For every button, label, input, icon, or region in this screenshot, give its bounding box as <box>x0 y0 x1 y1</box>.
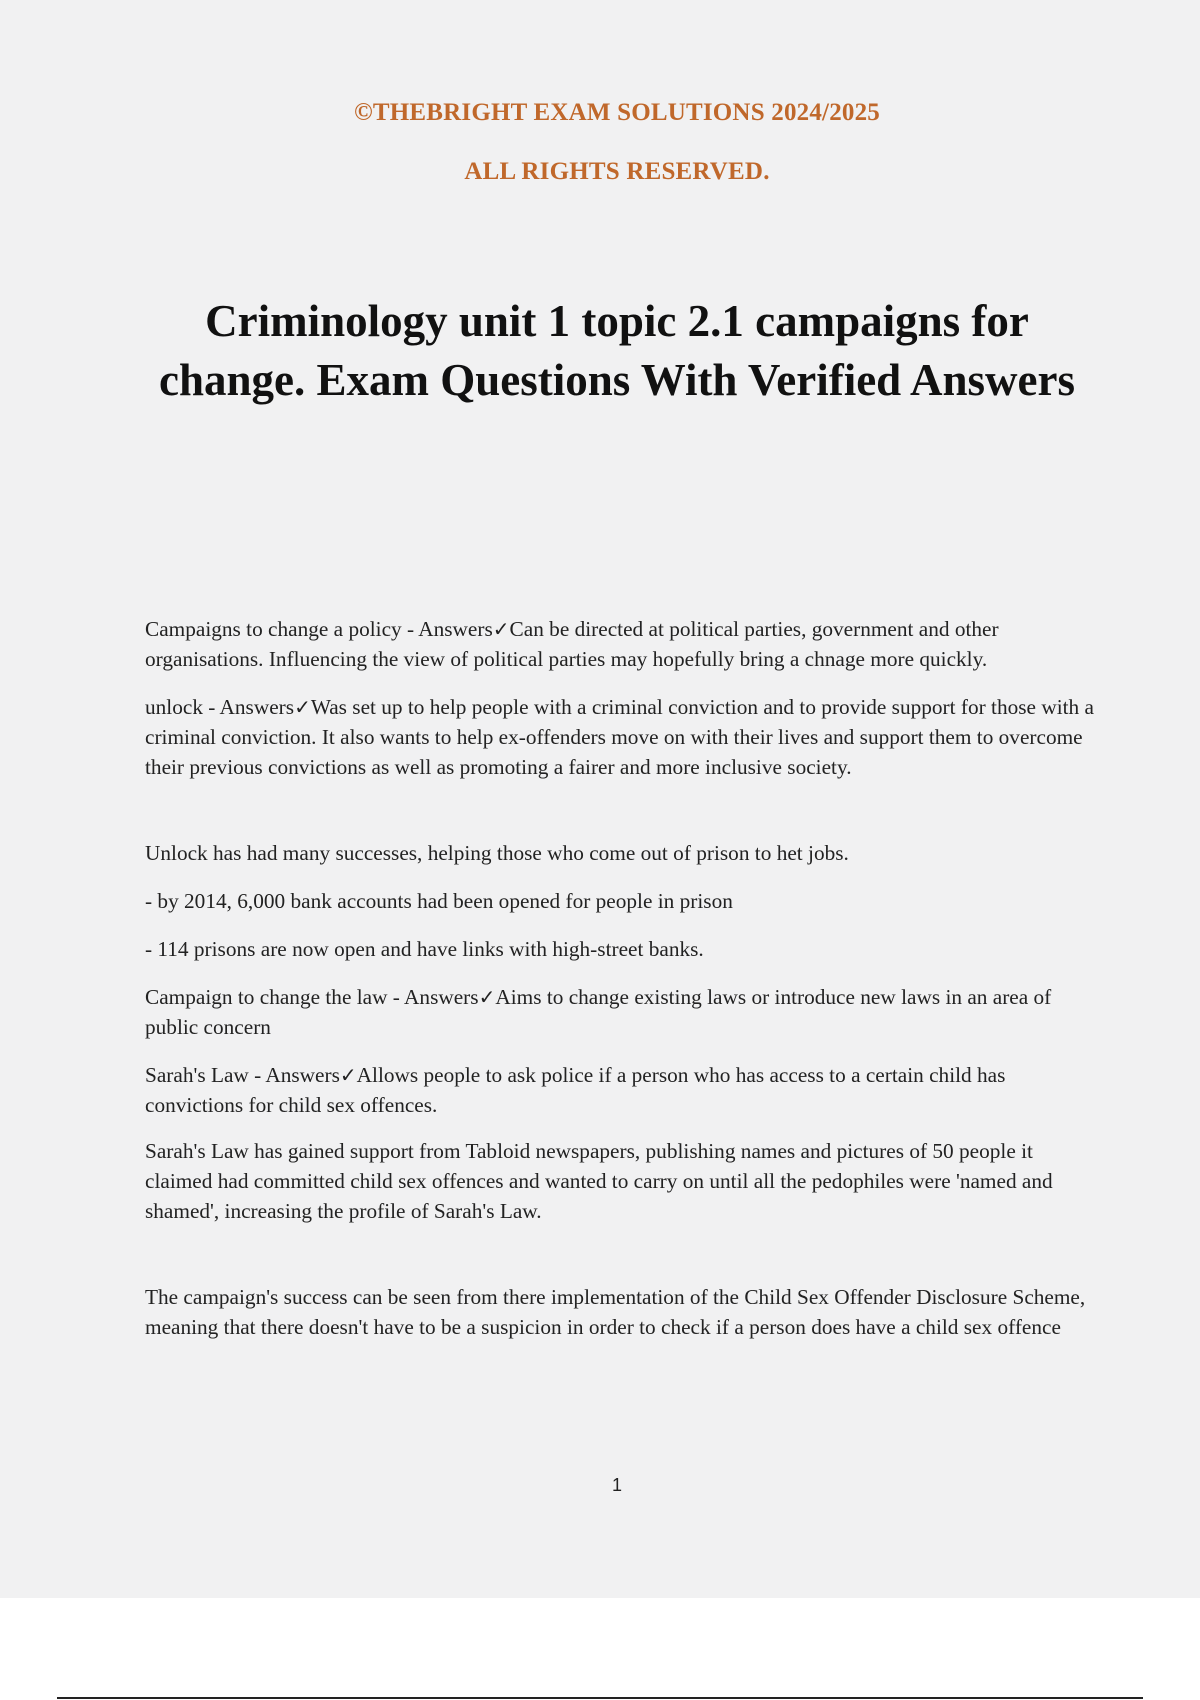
page-number: 1 <box>611 1475 622 1495</box>
bullet-paragraph: - by 2014, 6,000 bank accounts had been opened for people in prison <box>145 889 733 913</box>
qa-paragraph <box>145 692 1095 782</box>
qa-paragraph <box>145 1060 1095 1120</box>
next-page-divider <box>57 1697 1143 1699</box>
document-title: Criminology unit 1 topic 2.1 campaigns for change. Exam Questions With Verified Answers <box>159 296 1075 405</box>
answer-text: Was set up to help people with a criminal conviction and to provide support for those with a criminal conviction. It also wants to help ex-offenders move on with their lives and support them to overcome their previous convictions as well as promoting a fairer and more inclusive society. <box>145 695 1094 779</box>
question-term: unlock - Answers <box>145 695 295 719</box>
qa-paragraph <box>145 982 1095 1042</box>
checkmark-icon: ✓ <box>339 1063 357 1087</box>
checkmark-icon: ✓ <box>492 617 510 641</box>
answer-text: Can be directed at political parties, government and other organisations. Influencing the view of political parties may hopefully bring a chnage more quickly. <box>145 617 999 671</box>
answer-text: Aims to change existing laws or introduce new laws in an area of public concern <box>145 985 1052 1039</box>
checkmark-icon: ✓ <box>478 985 496 1009</box>
document-body <box>145 614 1095 1342</box>
copyright-header: ©THEBRIGHT EXAM SOLUTIONS 2024/2025 <box>353 99 880 126</box>
checkmark-icon: ✓ <box>294 695 311 719</box>
body-paragraph: Unlock has had many successes, helping those who come out of prison to het jobs. <box>145 841 849 865</box>
rights-reserved-header: ALL RIGHTS RESERVED. <box>464 158 770 185</box>
body-paragraph: Sarah's Law has gained support from Tabloid newspapers, publishing names and pictures of 50 people it claimed had committed child sex offences and wanted to carry on until all the pedophiles were 'named and shamed', increasing the profile of Sarah's Law. <box>145 1139 1053 1223</box>
question-term: Campaigns to change a policy - Answers <box>145 617 493 641</box>
question-term: Campaign to change the law - Answers <box>145 985 479 1009</box>
question-term: Sarah's Law - Answers <box>145 1063 340 1087</box>
body-paragraph: The campaign's success can be seen from there implementation of the Child Sex Offender Disclosure Scheme, meaning that there doesn't have to be a suspicion in order to check if a person does have a child sex offence <box>145 1285 1086 1339</box>
qa-paragraph <box>145 614 1095 674</box>
bullet-paragraph: - 114 prisons are now open and have links with high-street banks. <box>145 937 704 961</box>
answer-text: Allows people to ask police if a person who has access to a certain child has convictions for child sex offences. <box>145 1063 1006 1117</box>
